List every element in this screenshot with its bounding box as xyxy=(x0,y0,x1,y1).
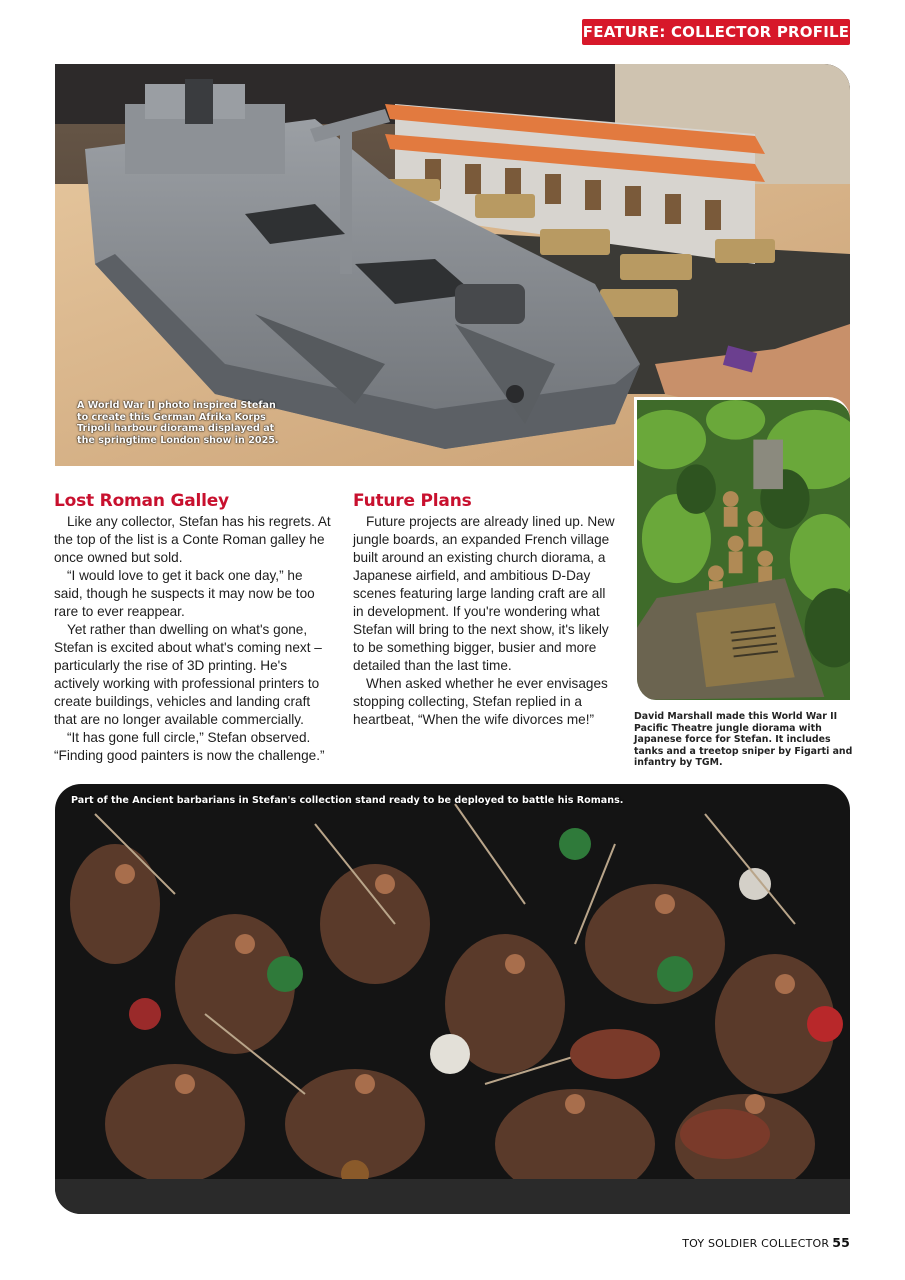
jungle-diorama-photo xyxy=(634,397,850,700)
lost-roman-galley-heading: Lost Roman Galley xyxy=(54,491,229,511)
lost-roman-galley-section xyxy=(54,490,332,765)
paragraph: Like any collector, Stefan has his regrets. At the top of the list is a Conte Roman galley he once owned but sold. xyxy=(54,514,331,565)
page-footer xyxy=(682,1235,850,1250)
page-number: 55 xyxy=(832,1235,850,1250)
section-tag: FEATURE: COLLECTOR PROFILE xyxy=(582,19,850,45)
future-plans-heading: Future Plans xyxy=(353,491,472,511)
barbarians-photo xyxy=(55,784,850,1214)
harbour-diorama-caption: A World War II photo inspired Stefan to create this German Afrika Korps Tripoli harbour diorama displayed at the springtime London show in 2025. xyxy=(77,400,279,446)
paragraph: When asked whether he ever envisages stopping collecting, Stefan replied in a heartbeat, “When the wife divorces me!” xyxy=(353,676,608,727)
paragraph: Yet rather than dwelling on what's gone, Stefan is excited about what's coming next – particularly the rise of 3D printing. He's actively working with professional printers to create buildings, vehicles and landing craft that are no longer available commercially. xyxy=(54,622,322,727)
jungle-diorama-caption: David Marshall made this World War II Pacific Theatre jungle diorama with Japanese force for Stefan. It includes tanks and a treetop sniper by Figarti and infantry by TGM. xyxy=(634,711,853,769)
publication-name: TOY SOLDIER COLLECTOR xyxy=(682,1237,830,1250)
paragraph: “It has gone full circle,” Stefan observed. “Finding good painters is now the challenge.” xyxy=(54,730,325,763)
future-plans-section xyxy=(353,490,618,729)
barbarians-caption: Part of the Ancient barbarians in Stefan's collection stand ready to be deployed to battle his Romans. xyxy=(71,795,624,806)
paragraph: “I would love to get it back one day,” he said, though he suspects it may now be too rare to ever reappear. xyxy=(54,568,315,619)
paragraph: Future projects are already lined up. New jungle boards, an expanded French village built around an existing church diorama, a Japanese airfield, and ambitious D-Day scenes featuring large landing craft are all in development. If you're wondering what Stefan will bring to the next show, it's likely to be something bigger, busier and more detailed than the last time. xyxy=(353,514,615,673)
